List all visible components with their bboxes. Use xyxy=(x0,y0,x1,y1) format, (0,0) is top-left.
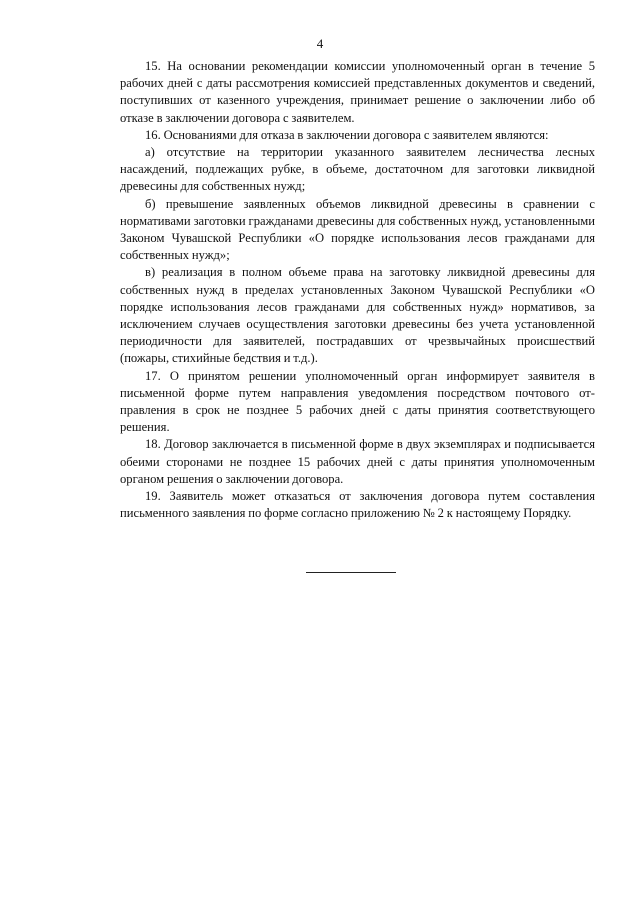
paragraph-15: 15. На основании рекомендации комиссии уполномоченный орган в течение 5 рабочих дней с даты рассмотрения комиссией представленных документов и сведений, поступивших от казенного учреждения, принимает решение о заключении либо об отказе в заключении договора с заявителем. xyxy=(120,59,595,125)
document-body xyxy=(120,58,595,522)
paragraph-16: 16. Основаниями для отказа в заключении договора с заявителем являются: xyxy=(145,127,549,142)
page-number: 4 xyxy=(316,36,324,51)
closing-divider-line xyxy=(306,572,396,573)
paragraph-16-c: в) реализация в полном объеме права на заготовку ликвидной древесины для собственных нужд в пределах установленных Законом Чувашской Республики «О порядке использования лесов гражданами для собственных нужд» нормативов, за исключением случаев осуществления заготовки древесины без учета установленной периодичности для заявителей, пострадавших от чрезвычайных происшествий (пожары, стихийные бедствия и т.д.). xyxy=(120,265,595,366)
paragraph-17: 17. О принятом решении уполномоченный орган информирует заявителя в письменной форме путем направления уведомления посредством почтового отправления в срок не позднее 5 рабочих дней с даты принятия соответствующего решения. xyxy=(120,368,595,435)
paragraph-19: 19. Заявитель может отказаться от заключения договора путем составления письменного заявления по форме согласно приложению № 2 к настоящему Порядку. xyxy=(120,489,595,521)
paragraph-16-a: а) отсутствие на территории указанного заявителем лесничества лесных насаждений, подлежащих рубке, в объеме, достаточном для заготовки ликвидной древесины для собственных нужд; xyxy=(120,145,595,194)
paragraph-18: 18. Договор заключается в письменной форме в двух экземплярах и подписывается обеими сторонами не позднее 15 рабочих дней с даты принятия уполномоченным органом решения о заключении договора. xyxy=(120,437,595,486)
paragraph-16-b: б) превышение заявленных объемов ликвидной древесины в сравнении с нормативами заготовки гражданами древесины для собственных нужд, установленными Законом Чувашской Республики «О порядке использования лесов гражданами для собственных нужд»; xyxy=(120,196,595,263)
